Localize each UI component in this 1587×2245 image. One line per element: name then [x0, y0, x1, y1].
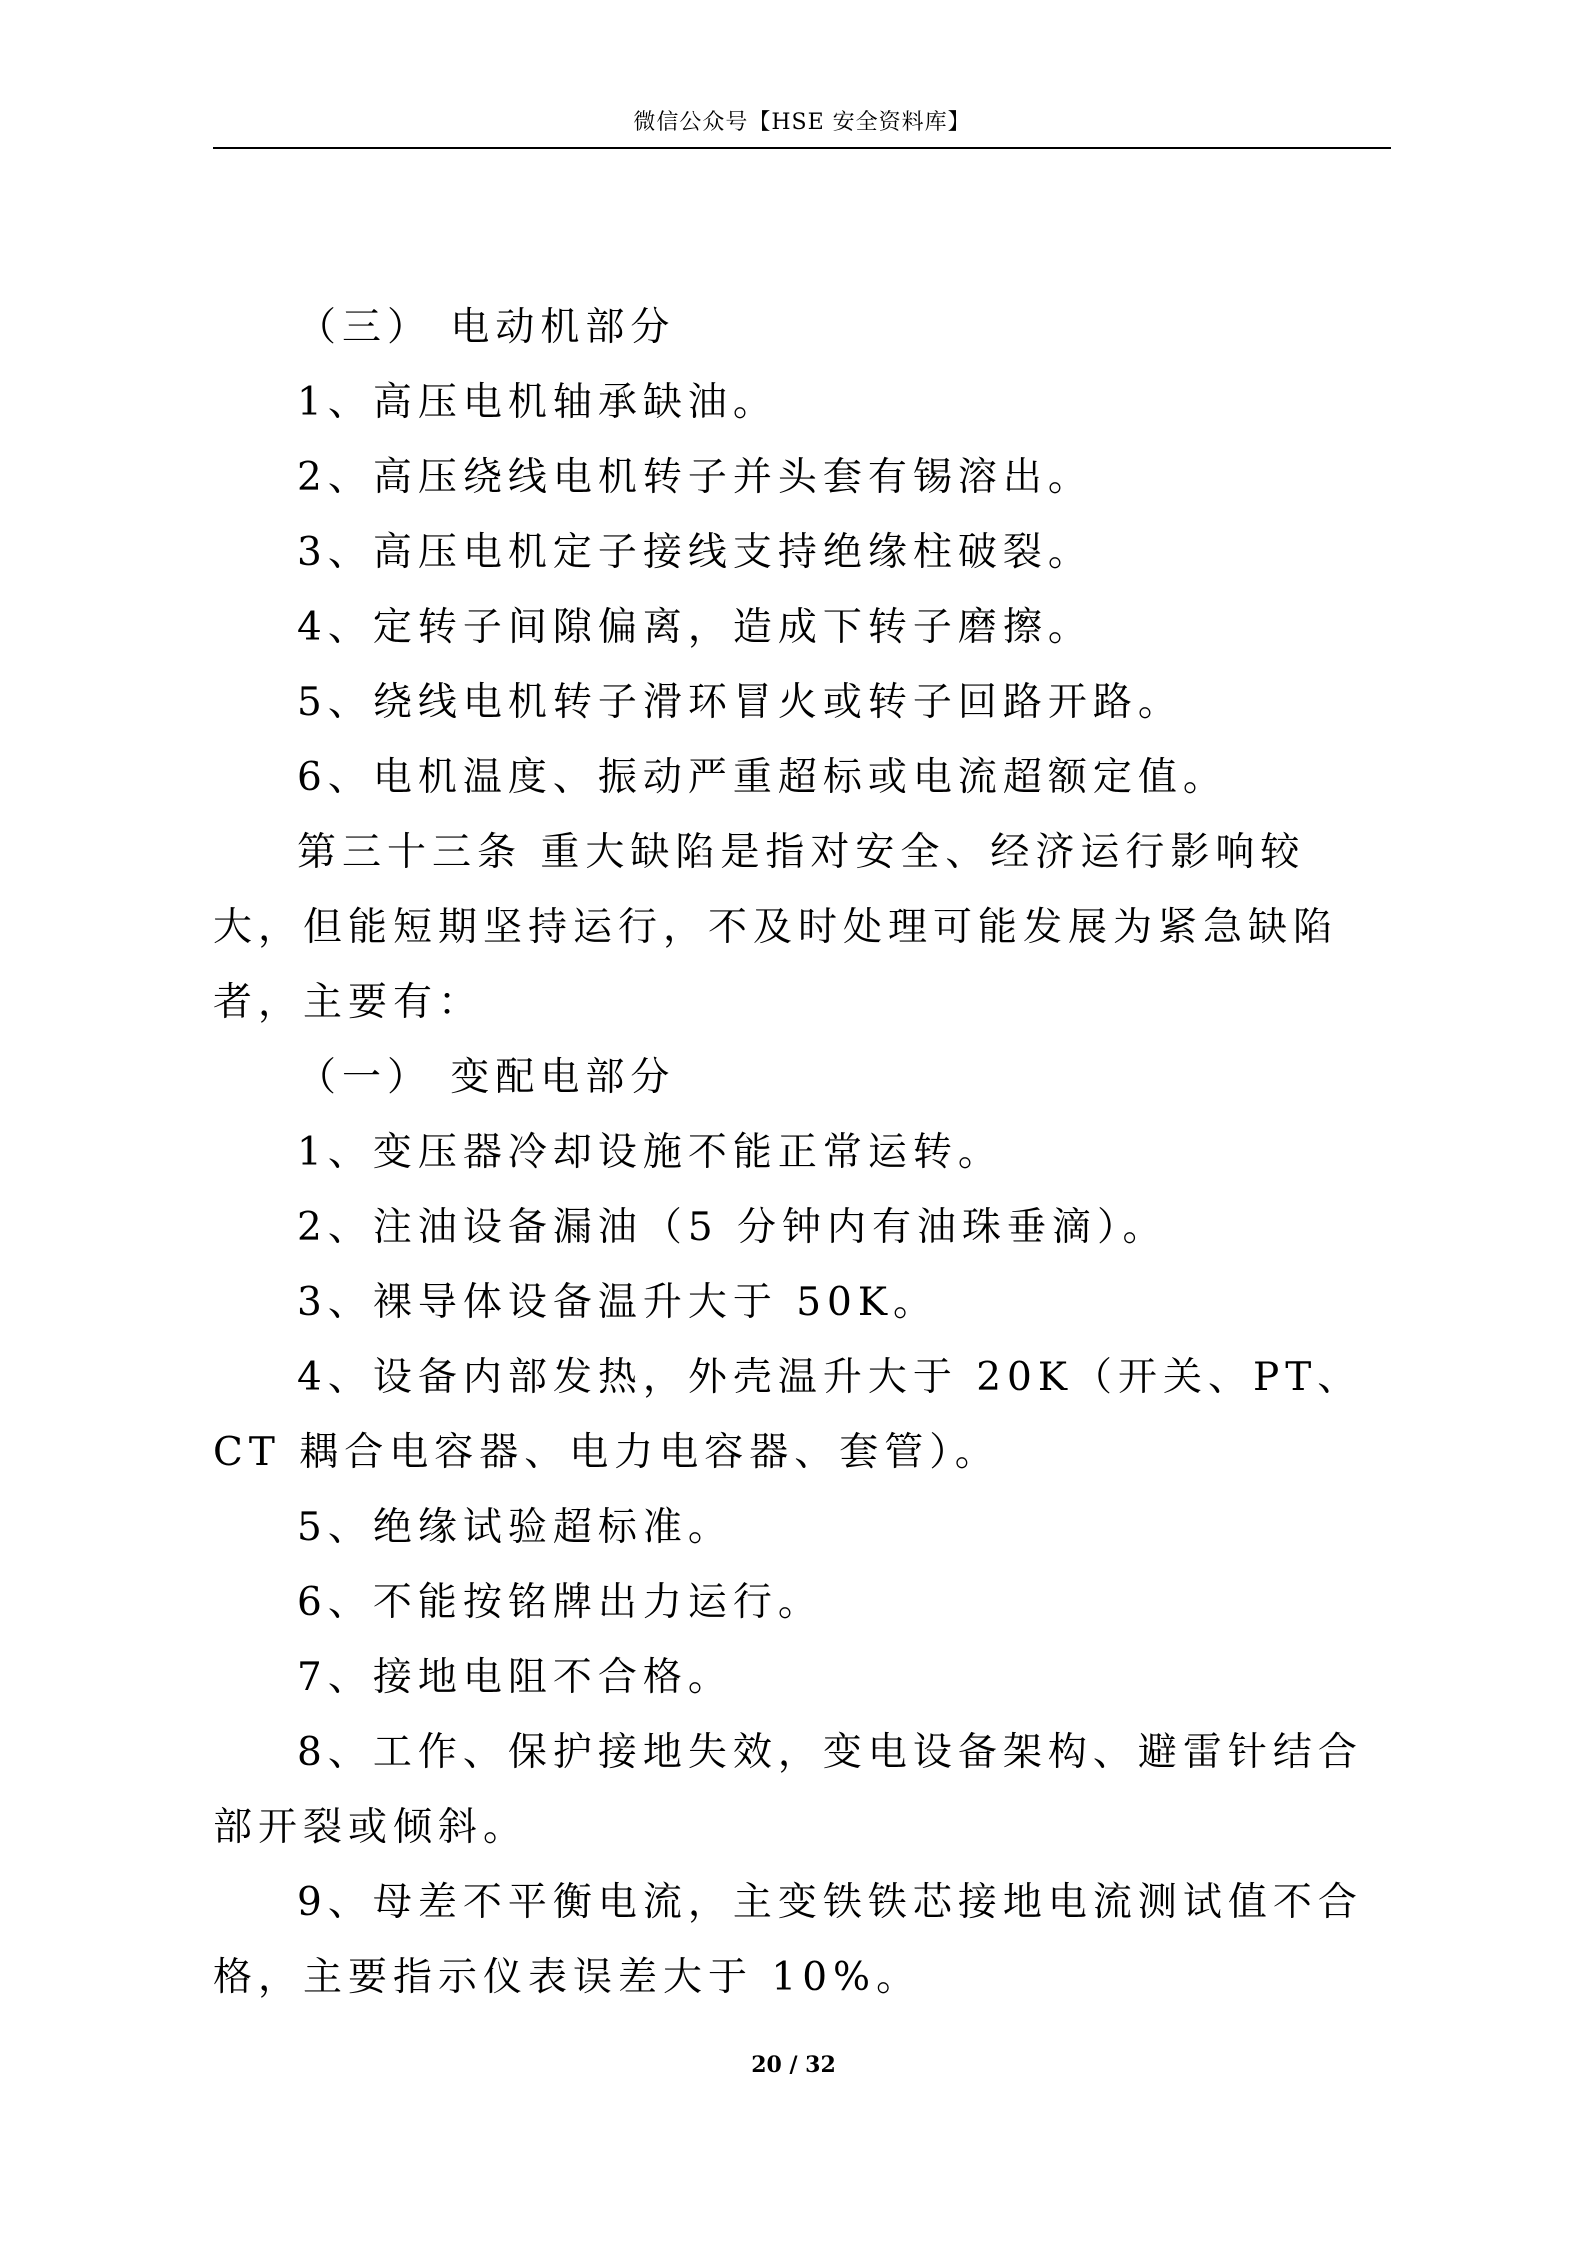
list-item-substation-5: 5、绝缘试验超标准。	[297, 1505, 733, 1550]
page-header: 微信公众号【HSE 安全资料库】	[633, 110, 971, 135]
list-item-motor-1: 1、高压电机轴承缺油。	[297, 380, 778, 425]
list-item-motor-2: 2、高压绕线电机转子并头套有锡溶出。	[297, 455, 1093, 500]
list-item-substation-2: 2、注油设备漏油（5 分钟内有油珠垂滴）。	[297, 1205, 1168, 1250]
list-item-substation-7: 7、接地电阻不合格。	[297, 1655, 733, 1700]
document-body	[213, 290, 1391, 2015]
list-item-substation-8: 8、工作、保护接地失效，变电设备架构、避雷针结合部开裂或倾斜。	[213, 1730, 1363, 1850]
list-item-motor-5: 5、绕线电机转子滑环冒火或转子回路开路。	[297, 680, 1183, 725]
header-divider	[213, 147, 1391, 149]
list-item-substation-6: 6、不能按铭牌出力运行。	[297, 1580, 823, 1625]
list-item-substation-1: 1、变压器冷却设施不能正常运转。	[297, 1130, 1003, 1175]
section-heading-substation: （一） 变配电部分	[297, 1055, 676, 1100]
list-item-substation-3: 3、裸导体设备温升大于 50K。	[297, 1280, 938, 1325]
list-item-motor-6: 6、电机温度、振动严重超标或电流超额定值。	[297, 755, 1228, 800]
article-33: 第三十三条 重大缺陷是指对安全、经济运行影响较大，但能短期坚持运行，不及时处理可能发展为紧急缺陷者，主要有：	[213, 830, 1339, 1025]
list-item-motor-4: 4、定转子间隙偏离，造成下转子磨擦。	[297, 605, 1093, 650]
page-number: 20 / 32	[751, 2052, 836, 2078]
list-item-substation-4: 4、设备内部发热，外壳温升大于 20K（开关、PT、CT 耦合电容器、电力电容器、套管）。	[213, 1355, 1363, 1475]
list-item-motor-3: 3、高压电机定子接线支持绝缘柱破裂。	[297, 530, 1093, 575]
section-heading-motor: （三） 电动机部分	[297, 305, 676, 350]
list-item-substation-9: 9、母差不平衡电流，主变铁铁芯接地电流测试值不合格，主要指示仪表误差大于 10%。	[213, 1880, 1363, 2000]
